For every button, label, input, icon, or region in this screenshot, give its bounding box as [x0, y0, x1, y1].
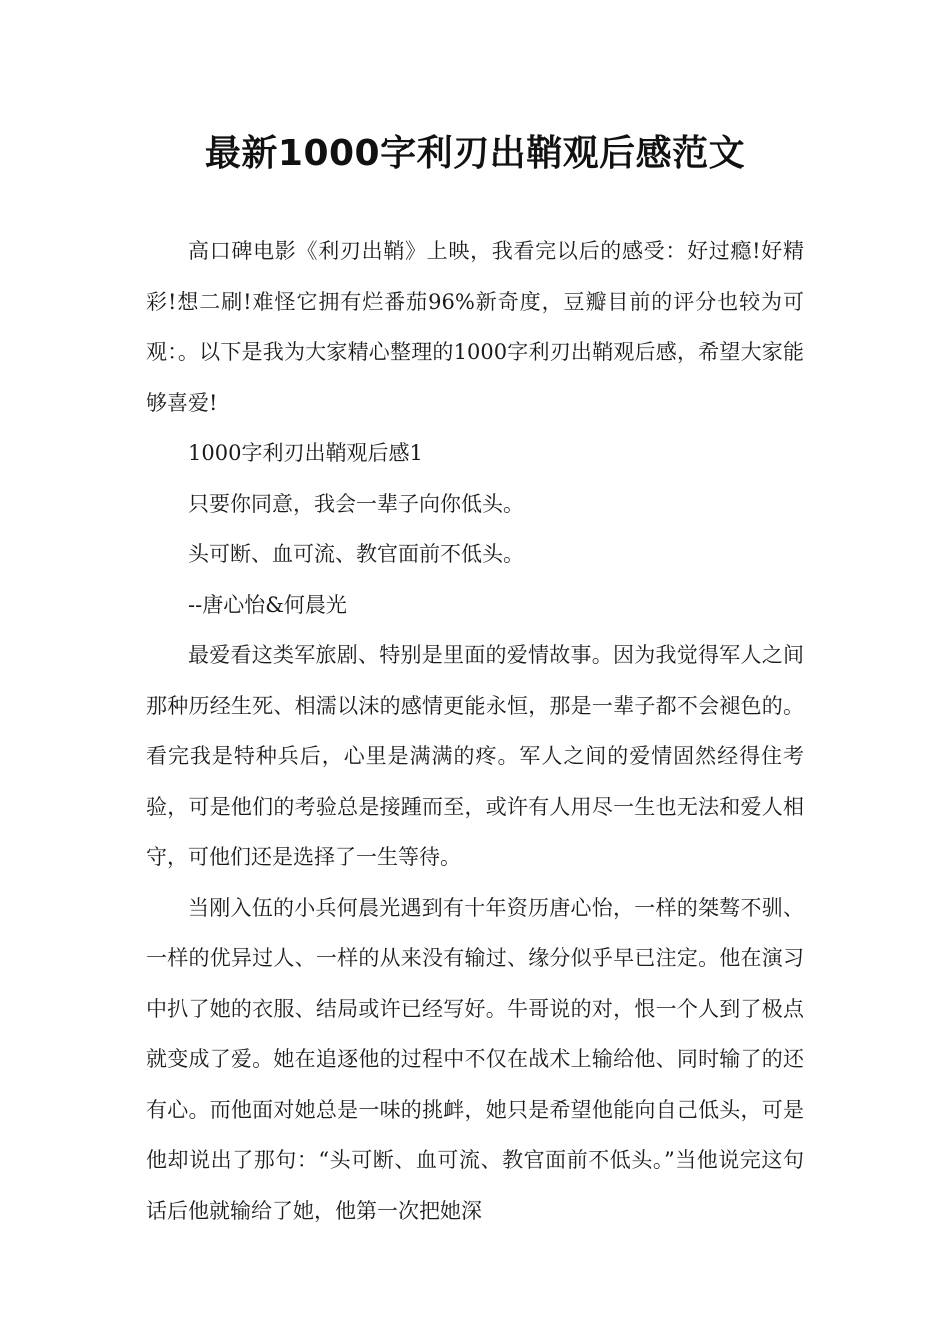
- body-paragraph-1: 最爱看这类军旅剧、特别是里面的爱情故事。因为我觉得军人之间那种历经生死、相濡以沫的感情更能永恒，那是一辈子都不会褪色的。看完我是特种兵后，心里是满满的疼。军人之间的爱情固然经得住考验，可是他们的考验总是接踵而至，或许有人用尽一生也无法和爱人相守，可他们还是选择了一生等待。: [146, 643, 804, 869]
- body-paragraph-2: 当刚入伍的小兵何晨光遇到有十年资历唐心怡，一样的桀骜不驯、一样的优异过人、一样的从来没有输过、缘分似乎早已注定。他在演习中扒了她的衣服、结局或许已经写好。牛哥说的对，恨一个人到了极点就变成了爱。她在追逐他的过程中不仅在战术上输给他、同时输了的还有心。而他面对她总是一味的挑衅，她只是希望他能向自己低头，可是他却说出了那句：“头可断、血可流、教官面前不低头。”当他说完这句话后他就输给了她，他第一次把她深: [146, 895, 804, 1223]
- section-heading: 1000字利刃出鞘观后感1: [188, 441, 423, 465]
- document-body: [146, 226, 804, 1236]
- intro-paragraph: 高口碑电影《利刃出鞘》上映，我看完以后的感受：好过瘾!好精彩!想二刷!难怪它拥有烂番茄96%新奇度，豆瓣目前的评分也较为可观：。以下是我为大家精心整理的1000字利刃出鞘观后感，希望大家能够喜爱!: [146, 239, 804, 415]
- quote-line-1: 只要你同意，我会一辈子向你低头。: [188, 491, 524, 516]
- quote-line-2: 头可断、血可流、教官面前不低头。: [188, 542, 524, 566]
- quote-attribution: --唐心怡&何晨光: [188, 592, 347, 617]
- document-title: 最新1000字利刃出鞘观后感范文: [204, 133, 746, 174]
